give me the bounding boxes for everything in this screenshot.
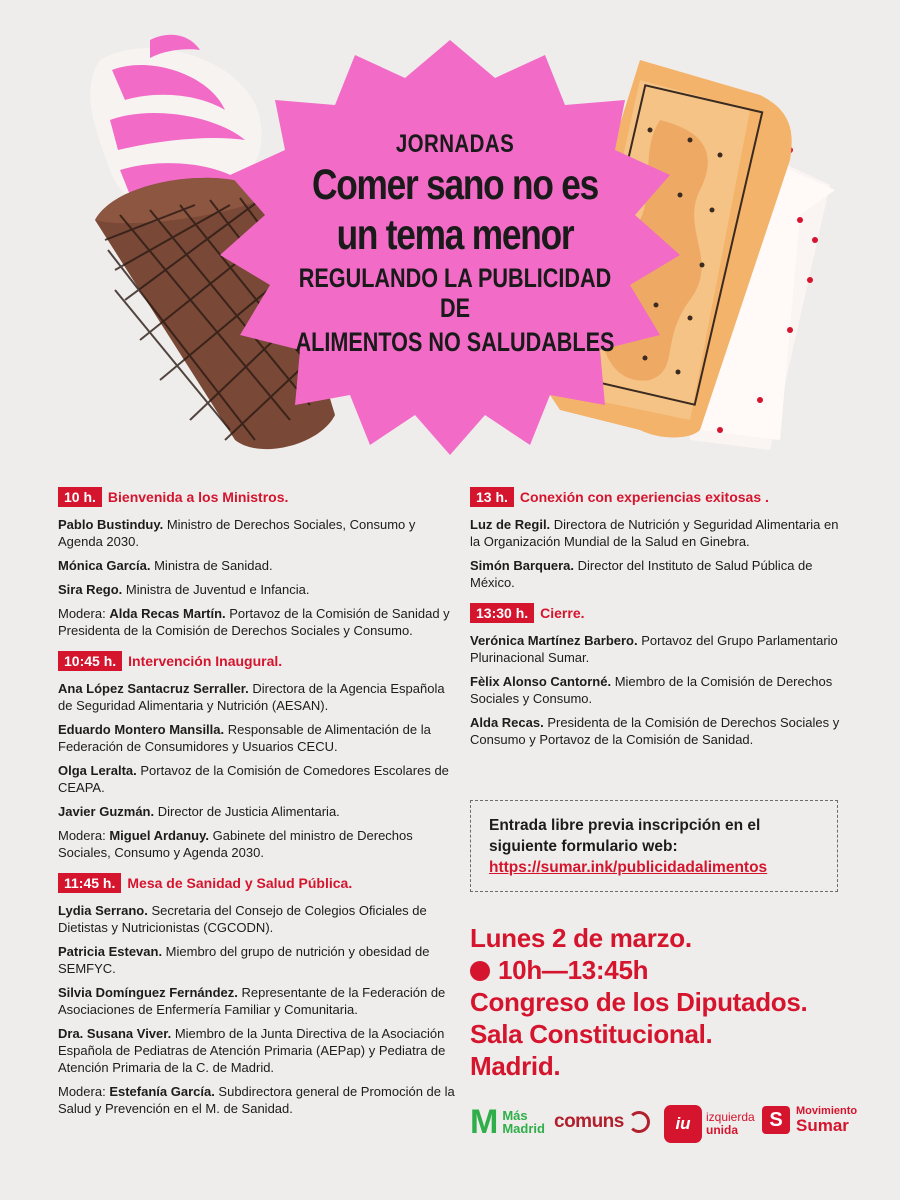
speaker-entry: Javier Guzmán. Director de Justicia Alimentaria. bbox=[58, 804, 340, 819]
registration-text: Entrada libre previa inscripción en el siguiente formulario web: bbox=[489, 817, 761, 855]
time-badge: 10:45 h. bbox=[58, 651, 122, 671]
section-title: Intervención Inaugural. bbox=[128, 653, 283, 669]
movimiento-sumar-logo: S Movimiento Sumar bbox=[762, 1105, 857, 1135]
mas-madrid-logo: M Más Madrid bbox=[470, 1103, 545, 1141]
moderator-entry: Modera: Alda Recas Martín. Portavoz de la Comisión de Sanidad y Presidenta de la Comisión de Derechos Sociales y Consumo. bbox=[58, 606, 450, 638]
program-section bbox=[470, 603, 850, 748]
section-title: Mesa de Sanidad y Salud Pública. bbox=[127, 875, 353, 891]
subtitle-line-1: REGULANDO LA PUBLICIDAD DE bbox=[298, 263, 612, 323]
section-title: Bienvenida a los Ministros. bbox=[107, 489, 289, 505]
comuns-logo: comuns bbox=[554, 1111, 650, 1133]
speaker-entry: Fèlix Alonso Cantorné. Miembro de la Comisión de Derechos Sociales y Consumo. bbox=[470, 674, 833, 706]
speaker-entry: Pablo Bustinduy. Ministro de Derechos Sociales, Consumo y Agenda 2030. bbox=[58, 517, 416, 549]
speaker-entry: Ana López Santacruz Serraller. Directora de la Agencia Española de Seguridad Alimentaria y Nutrición (AESAN). bbox=[58, 681, 445, 713]
record-dot-icon bbox=[470, 961, 490, 981]
speaker-entry: Eduardo Montero Mansilla. Responsable de Alimentación de la Federación de Consumidores y Usuarios CECU. bbox=[58, 722, 431, 754]
event-city: Madrid. bbox=[470, 1051, 561, 1081]
time-badge: 10 h. bbox=[58, 487, 102, 507]
speaker-entry: Silvia Domínguez Fernández. Representante de la Federación de Asociaciones de Enfermería Familiar y Comunitaria. bbox=[58, 985, 446, 1017]
event-date: Lunes 2 de marzo. bbox=[470, 923, 692, 953]
event-time: 10h—13:45h bbox=[498, 955, 649, 985]
speaker-entry: Luz de Regil. Directora de Nutrición y Seguridad Alimentaria en la Organización Mundial de la Salud en Ginebra. bbox=[470, 517, 839, 549]
speaker-entry: Dra. Susana Viver. Miembro de la Junta Directiva de la Asociación Española de Pediatras de Atención Primaria (AEPap) y Pediatra de Atención Primaria de la C. de Madrid. bbox=[58, 1026, 446, 1075]
comuns-arc-icon bbox=[628, 1111, 650, 1133]
event-heading bbox=[250, 130, 660, 357]
registration-box bbox=[470, 800, 838, 892]
sumar-mark-icon: S bbox=[762, 1106, 790, 1134]
section-title: Cierre. bbox=[540, 605, 585, 621]
program-section bbox=[58, 487, 458, 639]
event-venue: Congreso de los Diputados. bbox=[470, 987, 808, 1017]
program-column-right bbox=[470, 487, 850, 760]
moderator-entry: Modera: Miguel Ardanuy. Gabinete del ministro de Derechos Sociales, Consumo y Agenda 2030. bbox=[58, 828, 413, 860]
speaker-entry: Lydia Serrano. Secretaria del Consejo de Colegios Oficiales de Dietistas y Nutricionistas (CGCODN). bbox=[58, 903, 427, 935]
speaker-entry: Sira Rego. Ministra de Juventud e Infancia. bbox=[58, 582, 310, 597]
party-logos bbox=[470, 1105, 870, 1145]
speaker-entry: Mónica García. Ministra de Sanidad. bbox=[58, 558, 273, 573]
event-time-line bbox=[470, 954, 870, 986]
speaker-entry: Simón Barquera. Director del Instituto de Salud Pública de México. bbox=[470, 558, 813, 590]
event-details bbox=[470, 922, 870, 1082]
kicker: JORNADAS bbox=[395, 130, 515, 158]
program-section bbox=[470, 487, 850, 591]
time-badge: 13:30 h. bbox=[470, 603, 534, 623]
speaker-entry: Alda Recas. Presidenta de la Comisión de Derechos Sociales y Consumo y Portavoz de la Comisión de Sanidad. bbox=[470, 715, 840, 747]
program-column-left bbox=[58, 487, 458, 1129]
speaker-entry: Verónica Martínez Barbero. Portavoz del Grupo Parlamentario Plurinacional Sumar. bbox=[470, 633, 838, 665]
time-badge: 11:45 h. bbox=[58, 873, 121, 893]
registration-link[interactable]: https://sumar.ink/publicidadalimentos bbox=[489, 859, 768, 876]
title-line-1: Comer sano no es bbox=[311, 161, 598, 209]
iu-mark-icon: iu bbox=[664, 1105, 702, 1143]
moderator-entry: Modera: Estefanía García. Subdirectora general de Promoción de la Salud y Prevención en el M. de Sanidad. bbox=[58, 1084, 455, 1116]
title-line-2: un tema menor bbox=[336, 211, 574, 259]
event-room: Sala Constitucional. bbox=[470, 1019, 713, 1049]
program-section bbox=[58, 651, 458, 861]
time-badge: 13 h. bbox=[470, 487, 514, 507]
subtitle-line-2: ALIMENTOS NO SALUDABLES bbox=[295, 327, 615, 357]
izquierda-unida-logo: iu izquierda unida bbox=[664, 1105, 755, 1143]
speaker-entry: Olga Leralta. Portavoz de la Comisión de Comedores Escolares de CEAPA. bbox=[58, 763, 449, 795]
program-section bbox=[58, 873, 458, 1117]
mas-madrid-mark: M bbox=[470, 1103, 499, 1141]
section-title: Conexión con experiencias exitosas . bbox=[519, 489, 769, 505]
speaker-entry: Patricia Estevan. Miembro del grupo de nutrición y obesidad de SEMFYC. bbox=[58, 944, 430, 976]
